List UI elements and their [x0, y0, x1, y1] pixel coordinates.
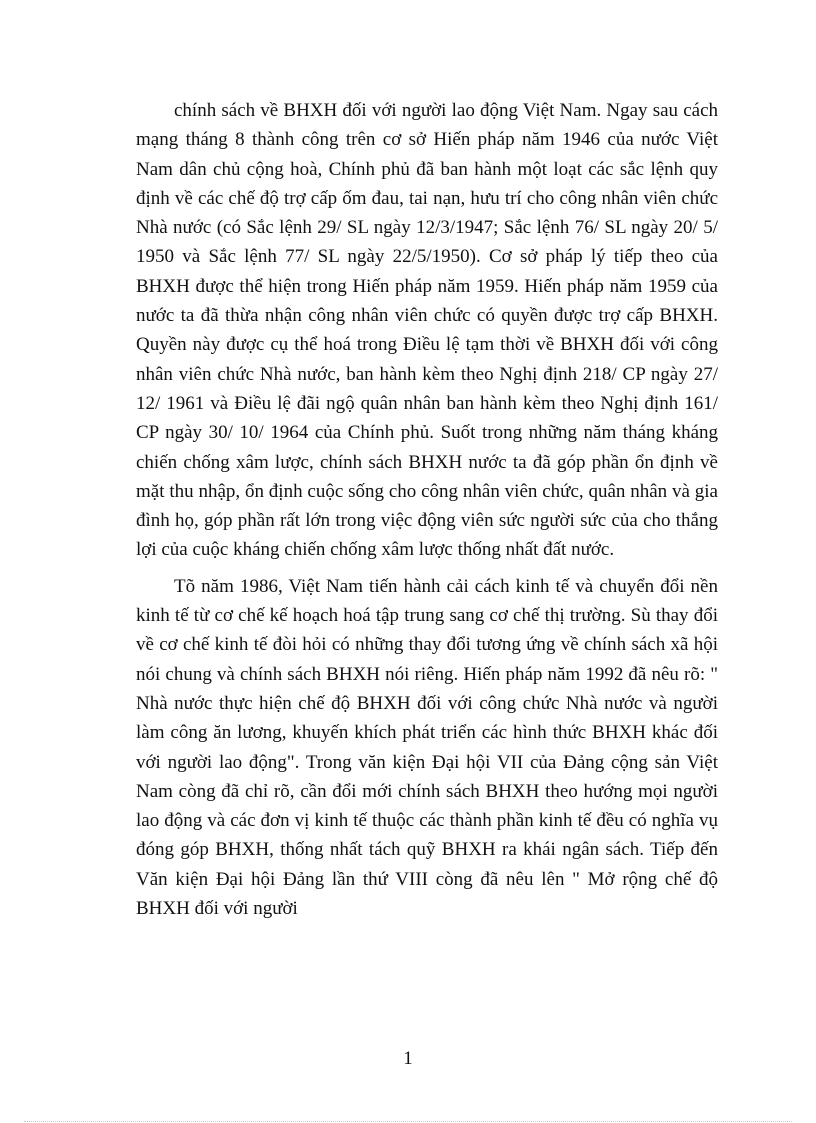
- paragraph-economic-reform: Tõ năm 1986, Việt Nam tiến hành cải cách kinh tế và chuyển đổi nền kinh tế từ cơ chế kế hoạch hoá tập trung sang cơ chế thị trường. Sù thay đổi về cơ chế kinh tế đòi hỏi có những thay đổi tương ứng về chính sách xã hội nói chung và chính sách BHXH nói riêng. Hiến pháp năm 1992 đã nêu rõ: " Nhà nước thực hiện chế độ BHXH đối với công chức Nhà nước và người làm công ăn lương, khuyến khích phát triển các hình thức BHXH khác đối với người lao động". Trong văn kiện Đại hội VII của Đảng cộng sản Việt Nam còng đã chỉ rõ, cần đổi mới chính sách BHXH theo hướng mọi người lao động và các đơn vị kinh tế thuộc các thành phần kinh tế đều có nghĩa vụ đóng góp BHXH, thống nhất tách quỹ BHXH ra khái ngân sách. Tiếp đến Văn kiện Đại hội Đảng lần thứ VIII còng đã nêu lên " Mở rộng chế độ BHXH đối với người: [136, 575, 718, 920]
- body-text: [136, 96, 718, 923]
- page-number: 1: [403, 1048, 413, 1069]
- page-bottom-divider: [24, 1121, 792, 1122]
- paragraph-bhxh-history: chính sách về BHXH đối với người lao động Việt Nam. Ngay sau cách mạng tháng 8 thành công trên cơ sở Hiến pháp năm 1946 của nước Việt Nam dân chủ cộng hoà, Chính phủ đã ban hành một loạt các sắc lệnh quy định về các chế độ trợ cấp ốm đau, tai nạn, hưu trí cho công nhân viên chức Nhà nước (có Sắc lệnh 29/ SL ngày 12/3/1947; Sắc lệnh 76/ SL ngày 20/ 5/ 1950 và Sắc lệnh 77/ SL ngày 22/5/1950). Cơ sở pháp lý tiếp theo của BHXH được thể hiện trong Hiến pháp năm 1959. Hiến pháp năm 1959 của nước ta đã thừa nhận công nhân viên chức có quyền được trợ cấp BHXH. Quyền này được cụ thể hoá trong Điều lệ tạm thời về BHXH đối với công nhân viên chức Nhà nước, ban hành kèm theo Nghị định 218/ CP ngày 27/ 12/ 1961 và Điều lệ đãi ngộ quân nhân ban hành kèm theo Nghị định 161/ CP ngày 30/ 10/ 1964 của Chính phủ. Suốt trong những năm tháng kháng chiến chống xâm lược, chính sách BHXH nước ta đã góp phần ổn định về mặt thu nhập, ổn định cuộc sống cho công nhân viên chức, quân nhân và gia đình họ, góp phần rất lớn trong việc động viên sức người sức của cho thắng lợi của cuộc kháng chiến chống xâm lược thống nhất đất nước.: [136, 100, 718, 561]
